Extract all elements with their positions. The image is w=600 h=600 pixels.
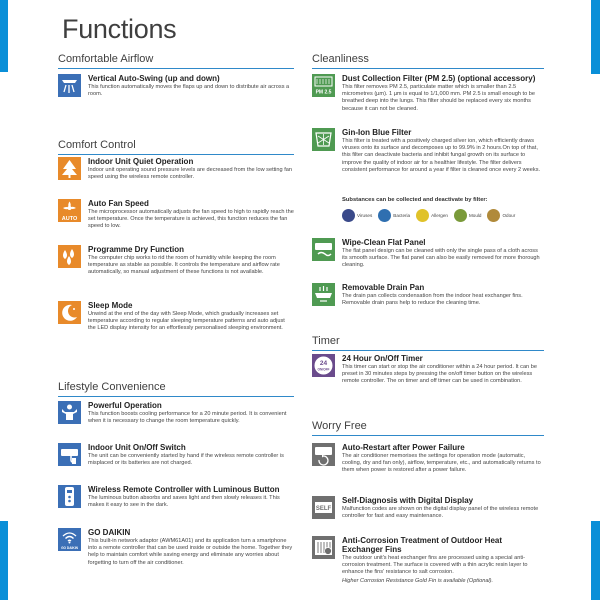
quiet-operation-icon — [58, 157, 81, 180]
feature-title: Indoor Unit On/Off Switch — [88, 443, 186, 452]
feature-title: Powerful Operation — [88, 401, 162, 410]
right-edge-bottom — [591, 521, 600, 600]
feature-title: Wireless Remote Controller with Luminous Button — [88, 485, 280, 494]
feature-go-daikin — [58, 528, 294, 574]
allergen-icon — [416, 209, 429, 222]
feature-description: The outdoor unit's heat exchanger fins are processed using a special anti-corrosion treatment. The surface is covered with a thin acrylic resin layer to enhance the fins' resistance to salt corrosion. — [342, 555, 528, 576]
section-heading: Comfort Control — [58, 139, 294, 155]
dry-function-icon — [58, 245, 81, 268]
feature-description: This filter removes PM 2.5, particulate matter which is smaller than 2.5 micrometres (µm). 1 µm is equal to 1/1,000 mm. PM 2.5 is small enough to be breathed deep into the lungs. This filter should be replaced every six months because it can not be cleaned. — [342, 84, 535, 112]
pm25-filter-icon — [312, 74, 335, 97]
substances-title: Substances can be collected and deactivate by filter: — [342, 197, 488, 203]
feature-title: Programme Dry Function — [88, 245, 185, 254]
substance-bacteria — [378, 209, 410, 222]
timer-24-label: 24 — [319, 360, 328, 367]
bacteria-icon — [378, 209, 391, 222]
right-edge-top — [591, 0, 600, 74]
feature-description: The computer chip works to rid the room of humidity while keeping the room temperature as stable as possible. It controls the temperature and airflow rate automatically, so manual adjustment of these functions is not available. — [88, 255, 280, 276]
substances-row — [342, 209, 515, 222]
feature-description: This function boosts cooling performance for a 20 minute period. It is convenient when it is necessary to change the room temperature quickly. — [88, 411, 287, 425]
feature-title: Self-Diagnosis with Digital Display — [342, 496, 474, 505]
left-edge-bottom — [0, 521, 8, 600]
feature-description: Indoor unit operating sound pressure levels are decreased from the low setting fan speed using the wireless remote controller. — [88, 167, 292, 181]
feature-description: This timer can start or stop the air conditioner within a 24 hour period. It can be preset in 30 minutes steps by pressing the on/off timer button on the wireless remote controller. The on timer and off timer can be used in combination. — [342, 364, 537, 385]
feature-luminous-remote — [58, 485, 294, 515]
feature-description: The unit can be conveniently started by hand if the wireless remote controller is misplaced or its batteries are not charged. — [88, 453, 284, 467]
feature-title: Wipe-Clean Flat Panel — [342, 238, 426, 247]
feature-anti-corrosion — [312, 536, 544, 584]
section-heading: Lifestyle Convenience — [58, 381, 294, 397]
substance-allergen — [416, 209, 448, 222]
feature-title: Vertical Auto-Swing (up and down) — [88, 74, 220, 83]
feature-powerful-operation — [58, 401, 294, 431]
substance-odour — [487, 209, 515, 222]
feature-description: Malfunction codes are shown on the digital display panel of the wireless remote controller for fast and easy maintenance. — [342, 506, 539, 520]
feature-description: The drain pan collects condensation from the indoor heat exchanger fins. Removable drain pans help to reduce the cleaning time. — [342, 293, 523, 307]
section-heading: Timer — [312, 335, 544, 351]
feature-vertical-swing — [58, 74, 294, 104]
go-daikin-label: GO DAIKIN — [61, 546, 78, 550]
section-comfortable-airflow — [58, 53, 294, 69]
feature-description: This built-in network adaptor (AWM61A01) and its application turn a smartphone into a remote controller that can be used inside or outside the home. Together they help to maintain comfort while saving energy and eliminate any worries about forgetting to turn off the air conditioner. — [88, 538, 293, 566]
onoff-switch-icon — [58, 443, 81, 466]
feature-dry-function — [58, 245, 294, 289]
feature-description: Unwind at the end of the day with Sleep Mode, which gradually increases set temperature according to regular sleeping temperature patterns and auto adjust the LED display intensity for an effortlessly personalised sleeping environment. — [88, 311, 285, 332]
mould-icon — [454, 209, 467, 222]
go-daikin-icon — [58, 528, 81, 551]
flat-panel-icon — [312, 238, 335, 261]
feature-gin-ion-filter — [312, 128, 544, 194]
feature-description: This function automatically moves the flaps up and down to distribute air across a room. — [88, 84, 290, 98]
sleep-mode-icon — [58, 301, 81, 324]
feature-title: Auto-Restart after Power Failure — [342, 443, 465, 452]
self-diagnosis-icon — [312, 496, 335, 519]
feature-auto-fan-speed — [58, 199, 294, 233]
timer-onoff-label: ON/OFF — [317, 367, 330, 372]
feature-drain-pan — [312, 283, 544, 311]
auto-label: AUTO — [61, 216, 78, 222]
timer-24h-icon — [312, 354, 335, 377]
feature-self-diagnosis — [312, 496, 544, 526]
feature-onoff-switch — [58, 443, 294, 473]
feature-24h-timer — [312, 354, 544, 398]
gin-ion-filter-icon — [312, 128, 335, 151]
feature-title: Indoor Unit Quiet Operation — [88, 157, 194, 166]
feature-flat-panel — [312, 238, 544, 274]
auto-fan-icon — [58, 199, 81, 222]
feature-title: Auto Fan Speed — [88, 199, 149, 208]
auto-restart-icon — [312, 443, 335, 466]
section-timer — [312, 335, 544, 351]
substance-label: Mould — [468, 213, 482, 218]
section-comfort-control — [58, 139, 294, 155]
left-edge-top — [0, 0, 8, 72]
substance-label: Bacteria — [393, 213, 411, 218]
substance-label: Odour — [502, 213, 516, 218]
virus-icon — [342, 209, 355, 222]
luminous-remote-icon — [58, 485, 81, 508]
drain-pan-icon — [312, 283, 335, 306]
feature-sleep-mode — [58, 301, 294, 345]
feature-title: Gin-Ion Blue Filter — [342, 128, 412, 137]
substance-viruses — [342, 209, 372, 222]
section-heading: Worry Free — [312, 420, 544, 436]
substance-label: Allergen — [431, 213, 448, 218]
feature-description: The microprocessor automatically adjusts the fan speed to high to rapidly reach the set temperature. Once the temperature is achieved, this function reduces the fan speed to low. — [88, 209, 294, 230]
feature-auto-restart — [312, 443, 544, 489]
powerful-operation-icon — [58, 401, 81, 424]
feature-description: This filter is treated with a positively charged silver ion, which efficiently draws viruses onto its surface and decomposes up to 99.9% in 2 hours.On top of that, this filter can deactivate bacteria and inhibit fungal growth on its surface to improve the quality of indoor air for a healthier lifestyle. The filter delivers consistent performance for around a year if filter is cleaned once every 2 weeks. — [342, 138, 541, 173]
section-cleanliness — [312, 53, 544, 69]
feature-title: Removable Drain Pan — [342, 283, 425, 292]
feature-title: Dust Collection Filter (PM 2.5) (optional accessory) — [342, 74, 536, 83]
section-heading: Comfortable Airflow — [58, 53, 294, 69]
feature-title: Anti-Corrosion Treatment of Outdoor Heat Exchanger Fins — [342, 536, 502, 554]
section-lifestyle-convenience — [58, 381, 294, 397]
feature-pm25-filter — [312, 74, 544, 124]
section-heading: Cleanliness — [312, 53, 544, 69]
section-worry-free — [312, 420, 544, 436]
page-title: Functions — [62, 14, 177, 44]
feature-description: The flat panel design can be cleaned with only the single pass of a cloth across its smooth surface. The flat panel can also be easily removed for more thorough cleaning. — [342, 248, 540, 269]
feature-quiet-operation — [58, 157, 294, 187]
self-label: SELF — [315, 506, 332, 512]
pm25-label: PM 2.5 — [315, 89, 332, 96]
feature-title: 24 Hour On/Off Timer — [342, 354, 423, 363]
feature-title: Sleep Mode — [88, 301, 133, 310]
substance-label: Viruses — [357, 213, 373, 218]
feature-note: Higher Corrosion Resistance Gold Fin is available (Optional). — [342, 577, 494, 584]
feature-title: GO DAIKIN — [88, 528, 131, 537]
substance-mould — [454, 209, 482, 222]
feature-description: The luminous button absorbs and saves light and then slowly releases it. This makes it easy to see in the dark. — [88, 495, 280, 509]
anti-corrosion-icon — [312, 536, 335, 559]
feature-description: The air conditioner memorises the settings for operation mode (automatic, cooling, dry and fan only), airflow, temperature, etc., and automatically returns to them when power is restored after a power failure. — [342, 453, 541, 474]
vertical-swing-icon — [58, 74, 81, 97]
odour-icon — [487, 209, 500, 222]
